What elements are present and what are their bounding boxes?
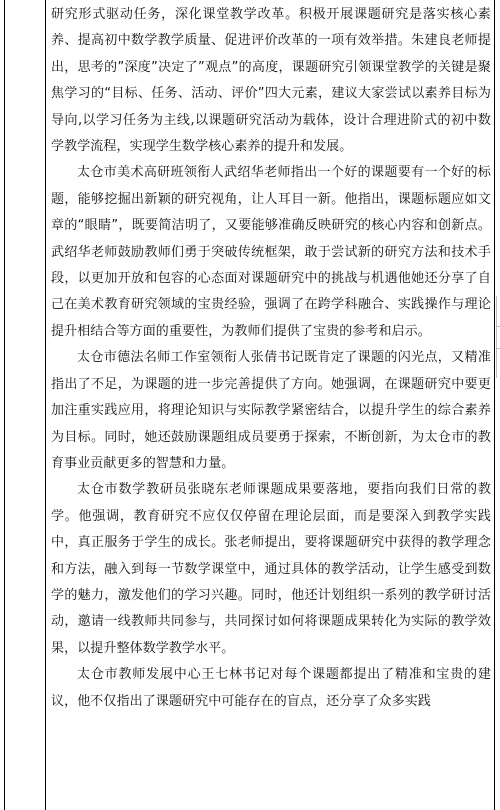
- table-border-left: [4, 0, 5, 810]
- paragraph-1: 研究形式驱动任务，深化课堂教学改革。积极开展课题研究是落实核心素养、提高初中数学教学质量、促进评价改革的一项有效举措。朱建良老师提出，思考的”深度”决定了”观点”的高度，课题研究引领课堂教学的关键是聚焦学习的“目标、任务、活动、评价”四大元素，建议大家尝试以素养目标为导向,以学习任务为主线,以课题研究活动为载体，设计合理进阶式的初中数学教学流程，实现学生数学核心素养的提升和发展。: [51, 7, 491, 155]
- paragraph-5: 太仓市教师发展中心王七林书记对每个课题都提出了精准和宝贵的建议，他不仅指出了课题研究中可能存在的盲点，还分享了众多实践: [51, 667, 491, 709]
- paragraph-4: 太仓市数学教研员张晓东老师课题成果要落地，要指向我们日常的教学。他强调，教育研究不应仅仅停留在理论层面，而是要深入到教学实践中，真正服务于学生的成长。张老师提出，要将课题研究中获得的教学理念和方法，融入到每一节数学课堂中，通过具体的教学活动，让学生感受到数学的魅力，激发他们的学习兴趣。同时，他还计划组织一系列的教学研讨活动，邀请一线教师共同参与，共同探讨如何将课题成果转化为实际的教学效果，以提升整体数学教学水平。: [51, 482, 491, 656]
- scroll-indicator[interactable]: [496, 296, 500, 378]
- document-body: [51, 2, 491, 715]
- table-column-divider: [45, 0, 46, 810]
- paragraph-2: 太仓市美术高研班领衔人武绍华老师指出一个好的课题要有一个好的标题，能够挖掘出新颖的研究视角，让人耳目一新。他指出，课题标题应如文章的“眼睛”，既要简洁明了，又要能够准确反映研究的核心内容和创新点。武绍华老师鼓励教师们勇于突破传统框架，敢于尝试新的研究方法和技术手段，以更加开放和包容的心态面对课题研究中的挑战与机遇他她还分享了自己在美术教育研究领域的宝贵经验，强调了在跨学科融合、实践操作与理论提升相结合等方面的重要性，为教师们提供了宝贵的参考和启示。: [51, 165, 491, 339]
- table-border-right: [494, 0, 495, 810]
- paragraph-3: 太仓市德法名师工作室领衔人张倩书记既肯定了课题的闪光点，又精准指出了不足，为课题的进一步完善提供了方向。她强调，在课题研究中要更加注重实践应用，将理论知识与实际教学紧密结合，以提升学生的综合素养为目标。同时，她还鼓励课题组成员要勇于探索，不断创新，为太仓市的教育事业贡献更多的智慧和力量。: [51, 350, 491, 471]
